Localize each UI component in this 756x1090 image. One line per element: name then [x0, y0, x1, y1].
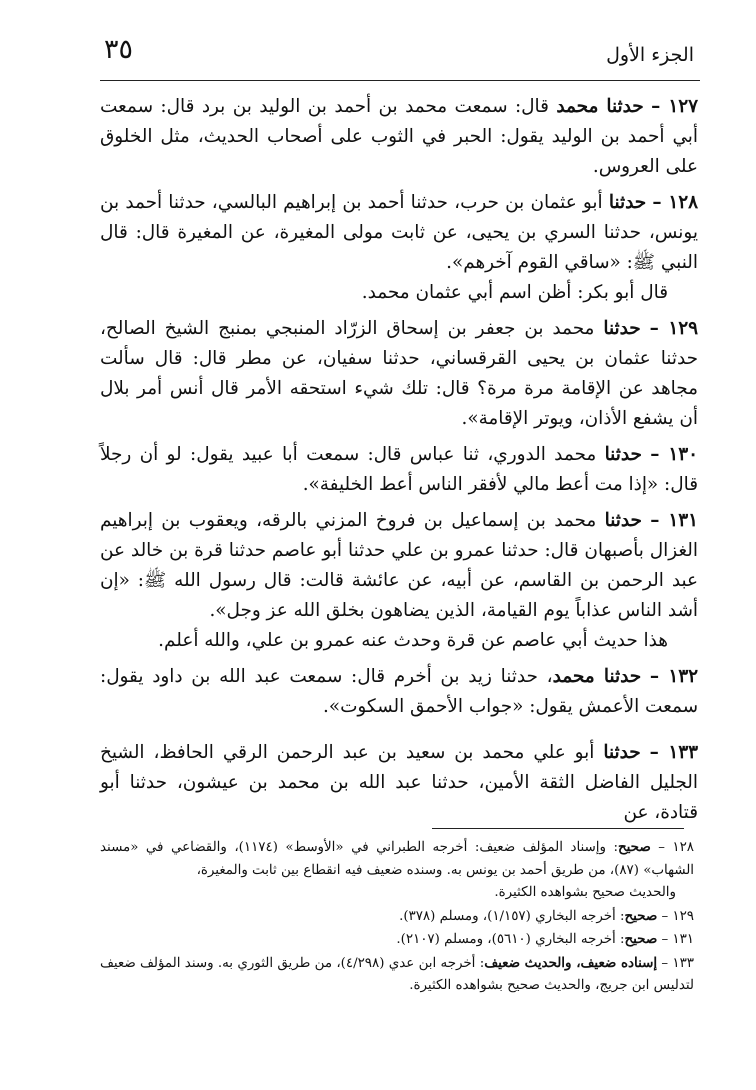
- hadith-129: [100, 314, 698, 434]
- hadith-number: ١٣١ –: [650, 510, 698, 531]
- hadith-text: قال: سمعت محمد بن أحمد بن الوليد بن برد قال: سمعت أبي أحمد بن الوليد يقول: الحبر في الثوب على أصحاب الحديث، مثل الخلوق على العروس.: [100, 96, 698, 177]
- hadith-number: ١٣٣ –: [649, 742, 698, 763]
- footnote-128: [100, 836, 694, 882]
- hadith-text: أبو عثمان بن حرب، حدثنا أحمد بن إبراهيم البالسي، حدثنا أحمد بن يونس، حدثنا السري بن يحيى، عن ثابت مولى المغيرة، عن المغيرة قال: قال النبي ﷺ: «ساقي القوم آخرهم».: [100, 192, 698, 273]
- page-number: ٣٥: [104, 34, 134, 65]
- footnote-129: [100, 905, 694, 929]
- author-note: هذا حديث أبي عاصم عن قرة وحدث عنه عمرو بن علي، والله أعلم.: [158, 630, 668, 651]
- hadith-lead: حدثنا محمد: [552, 666, 642, 687]
- author-note: قال أبو بكر: أظن اسم أبي عثمان محمد.: [361, 282, 668, 303]
- footnote-number: ١٢٩ –: [661, 908, 694, 924]
- footnote-number: ١٣٣ –: [661, 955, 694, 971]
- footnote-grade: صحيح: [618, 839, 651, 855]
- footnote-rule: [432, 828, 684, 829]
- hadith-lead: حدثنا: [603, 742, 641, 763]
- footnote-text: : أخرجه البخاري (٥٦١٠)، ومسلم (٢١٠٧).: [396, 932, 625, 947]
- footnotes: [100, 836, 694, 998]
- header-rule: [100, 80, 700, 81]
- footnote-text: : وإسناد المؤلف ضعيف: أخرجه الطبراني في «الأوسط» (١١٧٤)، والقضاعي في «مسند الشهاب» (٨٧)، من طريق أحمد بن يونس به. وسنده ضعيف فيه انقطاع بين ثابت والمغيرة،: [100, 840, 694, 878]
- footnote-131: [100, 928, 694, 952]
- footnote-133: [100, 952, 694, 998]
- footnote-text: : أخرجه البخاري (١/١٥٧)، ومسلم (٣٧٨).: [399, 908, 625, 924]
- running-header-title: الجزء الأول: [606, 44, 694, 66]
- hadith-lead: حدثنا محمد: [556, 96, 644, 117]
- hadith-128: [100, 188, 698, 278]
- hadith-number: ١٢٧ –: [651, 96, 698, 117]
- hadith-lead: حدثنا: [604, 444, 642, 465]
- main-text: [100, 92, 698, 828]
- hadith-text: محمد بن إسماعيل بن فروخ المزني بالرقه، ويعقوب بن إبراهيم الغزال بأصبهان قال: حدثنا عمرو بن علي حدثنا أبو عاصم حدثنا قرة بن خالد عن عبد الرحمن بن القاسم، عن أبيه، عن عائشة قالت: قال رسول الله ﷺ: «إن أشد الناس عذاباً يوم القيامة، الذين يضاهون بخلق الله عز وجل».: [100, 510, 698, 621]
- hadith-text: أبو علي محمد بن سعيد بن عبد الرحمن الرقي الحافظ، الشيخ الجليل الفاضل الثقة الأمين، حدثنا عبد الله بن محمد بن عيشون، حدثنا أبو قتادة، عن: [100, 742, 698, 823]
- hadith-number: ١٢٩ –: [649, 318, 698, 339]
- footnote-text: : أخرجه ابن عدي (٤/٢٩٨)، من طريق الثوري به. وسند المؤلف ضعيف لتدليس ابن جريج، والحديث صحيح بشواهده الكثيرة.: [100, 955, 694, 993]
- hadith-127: [100, 92, 698, 182]
- footnote-grade: صحيح: [624, 907, 658, 924]
- hadith-lead: حدثنا: [603, 318, 641, 339]
- hadith-lead: حدثنا: [608, 192, 647, 213]
- hadith-130: [100, 440, 698, 500]
- footnote-grade: صحيح: [624, 931, 658, 947]
- hadith-number: ١٣٢ –: [649, 666, 698, 687]
- hadith-number: ١٢٨ –: [652, 192, 698, 213]
- hadith-text: محمد الدوري، ثنا عباس قال: سمعت أبا عبيد يقول: لو أن رجلاً قال: «إذا مت أعط مالي لأفقر الناس أعط الخليفة».: [100, 444, 698, 495]
- hadith-text: محمد بن جعفر بن إسحاق الزرّاد المنبجي بمنبج الشيخ الصالح، حدثنا عثمان بن يحيى القرقساني، حدثنا سفيان، عن مطر قال: قال سألت مجاهد عن الإقامة مرة مرة؟ قال: تلك شيء استحقه الأمر قال أنس أمر بلال أن يشفع الأذان، ويوتر الإقامة».: [100, 318, 698, 429]
- hadith-lead: حدثنا: [604, 510, 642, 531]
- hadith-133: [100, 738, 698, 828]
- hadith-131: [100, 506, 698, 626]
- hadith-132: [100, 662, 698, 722]
- hadith-text: ، حدثنا زيد بن أخرم قال: سمعت عبد الله بن داود يقول: سمعت الأعمش يقول: «جواب الأحمق السكوت».: [100, 666, 698, 717]
- footnote-grade: إسناده ضعيف، والحديث ضعيف: [484, 954, 658, 971]
- footnote-continuation: والحديث صحيح بشواهده الكثيرة.: [494, 885, 676, 900]
- hadith-number: ١٣٠ –: [650, 444, 698, 465]
- footnote-number: ١٣١ –: [661, 932, 694, 947]
- footnote-number: ١٢٨ –: [658, 840, 694, 855]
